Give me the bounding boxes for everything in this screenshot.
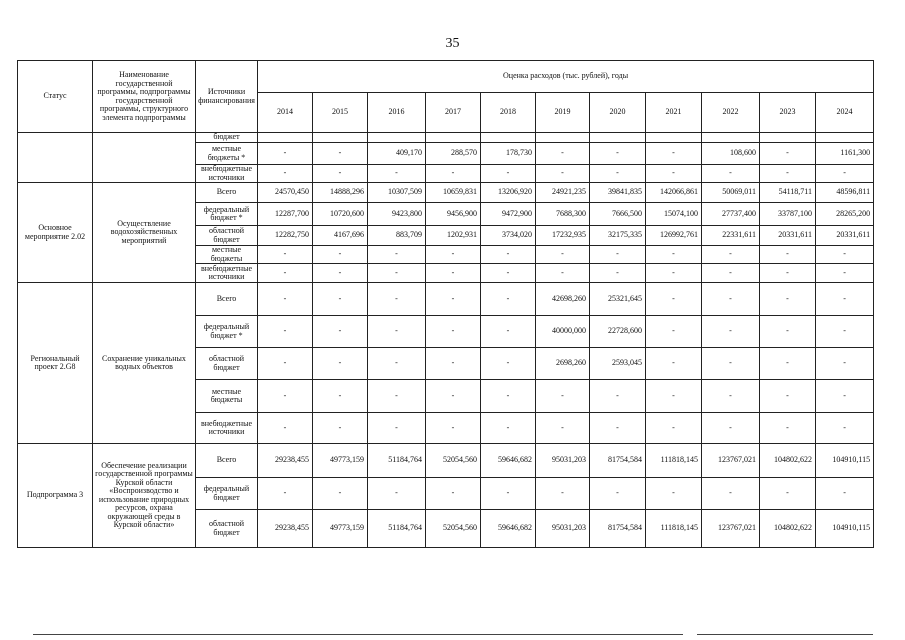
value-cell-2016: -	[368, 348, 426, 380]
value-cell-2017: 1202,931	[426, 226, 481, 246]
value-cell-2014	[258, 133, 313, 143]
source-cell: бюджет	[196, 133, 258, 143]
value-cell-2023: -	[760, 283, 816, 316]
value-cell-2022: -	[702, 165, 760, 183]
value-cell-2018: 13206,920	[481, 183, 536, 203]
value-cell-2023: -	[760, 478, 816, 510]
value-cell-2024: -	[816, 246, 874, 264]
value-cell-2022: 108,600	[702, 143, 760, 165]
source-cell: Всего	[196, 444, 258, 478]
header-year-2024: 2024	[816, 93, 874, 133]
value-cell-2022: -	[702, 348, 760, 380]
value-cell-2024: -	[816, 165, 874, 183]
source-cell: областной бюджет	[196, 510, 258, 548]
name-cell: Осуществление водохозяйственных мероприятий	[93, 183, 196, 283]
value-cell-2023: -	[760, 348, 816, 380]
value-cell-2022: 123767,021	[702, 444, 760, 478]
value-cell-2014: -	[258, 283, 313, 316]
value-cell-2019: 17232,935	[536, 226, 590, 246]
value-cell-2020: 39841,835	[590, 183, 646, 203]
value-cell-2014: 29238,455	[258, 510, 313, 548]
value-cell-2022: 50069,011	[702, 183, 760, 203]
value-cell-2020: 2593,045	[590, 348, 646, 380]
value-cell-2018: 178,730	[481, 143, 536, 165]
value-cell-2018	[481, 133, 536, 143]
budget-table	[17, 60, 874, 548]
value-cell-2022: -	[702, 413, 760, 444]
value-cell-2024: -	[816, 478, 874, 510]
value-cell-2018: -	[481, 264, 536, 283]
value-cell-2014: -	[258, 264, 313, 283]
value-cell-2014: -	[258, 316, 313, 348]
value-cell-2024: 28265,200	[816, 203, 874, 226]
value-cell-2024: 1161,300	[816, 143, 874, 165]
value-cell-2020: 81754,584	[590, 444, 646, 478]
value-cell-2024: -	[816, 348, 874, 380]
value-cell-2019: -	[536, 380, 590, 413]
value-cell-2018: 59646,682	[481, 444, 536, 478]
value-cell-2024: -	[816, 380, 874, 413]
value-cell-2015: 4167,696	[313, 226, 368, 246]
value-cell-2022: -	[702, 246, 760, 264]
header-row-top	[18, 61, 874, 93]
value-cell-2016: 51184,764	[368, 510, 426, 548]
value-cell-2016: 883,709	[368, 226, 426, 246]
value-cell-2014: -	[258, 380, 313, 413]
source-cell: федеральный бюджет	[196, 478, 258, 510]
value-cell-2018: -	[481, 478, 536, 510]
header-year-2014: 2014	[258, 93, 313, 133]
value-cell-2017: 288,570	[426, 143, 481, 165]
source-cell: местные бюджеты *	[196, 143, 258, 165]
table-row	[18, 444, 874, 478]
value-cell-2021: -	[646, 478, 702, 510]
value-cell-2018: -	[481, 316, 536, 348]
value-cell-2014: -	[258, 165, 313, 183]
table-row	[18, 283, 874, 316]
value-cell-2015: -	[313, 348, 368, 380]
value-cell-2015: -	[313, 246, 368, 264]
table-body	[18, 133, 874, 548]
value-cell-2019: 24921,235	[536, 183, 590, 203]
header-year-2019: 2019	[536, 93, 590, 133]
value-cell-2014: -	[258, 143, 313, 165]
value-cell-2017: 52054,560	[426, 510, 481, 548]
value-cell-2023: -	[760, 264, 816, 283]
value-cell-2016: 9423,800	[368, 203, 426, 226]
source-cell: местные бюджеты	[196, 246, 258, 264]
header-status: Статус	[18, 61, 93, 133]
value-cell-2014: -	[258, 413, 313, 444]
value-cell-2015: -	[313, 380, 368, 413]
value-cell-2016: -	[368, 165, 426, 183]
value-cell-2017: -	[426, 348, 481, 380]
value-cell-2021: -	[646, 246, 702, 264]
value-cell-2023: -	[760, 316, 816, 348]
value-cell-2024: 104910,115	[816, 510, 874, 548]
value-cell-2019: 95031,203	[536, 510, 590, 548]
value-cell-2023: -	[760, 165, 816, 183]
value-cell-2023: -	[760, 380, 816, 413]
value-cell-2022: 123767,021	[702, 510, 760, 548]
value-cell-2018: -	[481, 413, 536, 444]
value-cell-2021: -	[646, 264, 702, 283]
value-cell-2022: 22331,611	[702, 226, 760, 246]
value-cell-2017: 9456,900	[426, 203, 481, 226]
value-cell-2020: -	[590, 478, 646, 510]
value-cell-2019: 95031,203	[536, 444, 590, 478]
value-cell-2022: -	[702, 283, 760, 316]
name-cell	[93, 133, 196, 183]
name-cell: Сохранение уникальных водных объектов	[93, 283, 196, 444]
value-cell-2019: 40000,000	[536, 316, 590, 348]
value-cell-2023	[760, 133, 816, 143]
value-cell-2017: -	[426, 264, 481, 283]
source-cell: областной бюджет	[196, 348, 258, 380]
header-sources: Источники финансирования	[196, 61, 258, 133]
value-cell-2020: 7666,500	[590, 203, 646, 226]
value-cell-2019: 7688,300	[536, 203, 590, 226]
bottom-rule	[33, 634, 873, 635]
value-cell-2014: -	[258, 348, 313, 380]
value-cell-2017: -	[426, 380, 481, 413]
value-cell-2019	[536, 133, 590, 143]
source-cell: Всего	[196, 283, 258, 316]
header-year-2016: 2016	[368, 93, 426, 133]
value-cell-2018: -	[481, 380, 536, 413]
status-cell	[18, 133, 93, 183]
value-cell-2018: -	[481, 348, 536, 380]
value-cell-2017: -	[426, 283, 481, 316]
value-cell-2015: -	[313, 283, 368, 316]
value-cell-2018: -	[481, 165, 536, 183]
value-cell-2021: 126992,761	[646, 226, 702, 246]
value-cell-2015: -	[313, 316, 368, 348]
value-cell-2021: 15074,100	[646, 203, 702, 226]
source-cell: федеральный бюджет *	[196, 203, 258, 226]
value-cell-2016: -	[368, 380, 426, 413]
value-cell-2021: -	[646, 143, 702, 165]
value-cell-2017: 10659,831	[426, 183, 481, 203]
value-cell-2018: -	[481, 246, 536, 264]
value-cell-2015	[313, 133, 368, 143]
value-cell-2018: 3734,020	[481, 226, 536, 246]
status-cell: Региональный проект 2.G8	[18, 283, 93, 444]
value-cell-2017: -	[426, 413, 481, 444]
source-cell: областной бюджет	[196, 226, 258, 246]
value-cell-2017: -	[426, 246, 481, 264]
value-cell-2021: 142066,861	[646, 183, 702, 203]
value-cell-2015: 14888,296	[313, 183, 368, 203]
value-cell-2021: -	[646, 380, 702, 413]
value-cell-2017: -	[426, 478, 481, 510]
value-cell-2014: 29238,455	[258, 444, 313, 478]
value-cell-2020: 25321,645	[590, 283, 646, 316]
value-cell-2023: -	[760, 143, 816, 165]
value-cell-2019: -	[536, 165, 590, 183]
page-number: 35	[445, 36, 460, 51]
value-cell-2020: -	[590, 413, 646, 444]
value-cell-2014: 12282,750	[258, 226, 313, 246]
value-cell-2017: -	[426, 165, 481, 183]
value-cell-2021: -	[646, 316, 702, 348]
value-cell-2018: 59646,682	[481, 510, 536, 548]
value-cell-2024: 48596,811	[816, 183, 874, 203]
value-cell-2023: -	[760, 246, 816, 264]
value-cell-2020: -	[590, 165, 646, 183]
value-cell-2020: -	[590, 264, 646, 283]
status-cell: Подпрограмма 3	[18, 444, 93, 548]
value-cell-2017: -	[426, 316, 481, 348]
value-cell-2015: -	[313, 165, 368, 183]
value-cell-2019: -	[536, 264, 590, 283]
value-cell-2020	[590, 133, 646, 143]
value-cell-2020: 22728,600	[590, 316, 646, 348]
value-cell-2016: 409,170	[368, 143, 426, 165]
header-year-2018: 2018	[481, 93, 536, 133]
value-cell-2024: -	[816, 283, 874, 316]
value-cell-2020: -	[590, 246, 646, 264]
value-cell-2015: -	[313, 143, 368, 165]
value-cell-2021: -	[646, 165, 702, 183]
value-cell-2016: 10307,509	[368, 183, 426, 203]
header-year-2020: 2020	[590, 93, 646, 133]
value-cell-2023: 54118,711	[760, 183, 816, 203]
value-cell-2014: -	[258, 246, 313, 264]
value-cell-2022	[702, 133, 760, 143]
value-cell-2015: 49773,159	[313, 444, 368, 478]
name-cell: Обеспечение реализации государственной программы Курской области «Воспроизводство и использование природных ресурсов, охрана окружающей среды в Курской области»	[93, 444, 196, 548]
value-cell-2023: -	[760, 413, 816, 444]
value-cell-2016: -	[368, 264, 426, 283]
value-cell-2021: 111818,145	[646, 510, 702, 548]
value-cell-2023: 104802,622	[760, 444, 816, 478]
value-cell-2014: 24570,450	[258, 183, 313, 203]
source-cell: внебюджетные источники	[196, 165, 258, 183]
value-cell-2014: -	[258, 478, 313, 510]
value-cell-2018: 9472,900	[481, 203, 536, 226]
value-cell-2016: -	[368, 246, 426, 264]
value-cell-2022: -	[702, 264, 760, 283]
value-cell-2021	[646, 133, 702, 143]
value-cell-2019: -	[536, 246, 590, 264]
header-year-2023: 2023	[760, 93, 816, 133]
table-row	[18, 133, 874, 143]
value-cell-2023: 33787,100	[760, 203, 816, 226]
value-cell-2019: -	[536, 143, 590, 165]
value-cell-2024: 104910,115	[816, 444, 874, 478]
value-cell-2016: -	[368, 413, 426, 444]
value-cell-2024: -	[816, 264, 874, 283]
value-cell-2020: -	[590, 380, 646, 413]
value-cell-2016: 51184,764	[368, 444, 426, 478]
value-cell-2024: -	[816, 316, 874, 348]
value-cell-2024	[816, 133, 874, 143]
source-cell: Всего	[196, 183, 258, 203]
value-cell-2020: 32175,335	[590, 226, 646, 246]
value-cell-2023: 20331,611	[760, 226, 816, 246]
status-cell: Основное мероприятие 2.02	[18, 183, 93, 283]
value-cell-2016: -	[368, 283, 426, 316]
value-cell-2016: -	[368, 478, 426, 510]
value-cell-2015: 49773,159	[313, 510, 368, 548]
value-cell-2019: 2698,260	[536, 348, 590, 380]
header-year-2021: 2021	[646, 93, 702, 133]
value-cell-2021: 111818,145	[646, 444, 702, 478]
value-cell-2017: 52054,560	[426, 444, 481, 478]
value-cell-2023: 104802,622	[760, 510, 816, 548]
source-cell: федеральный бюджет *	[196, 316, 258, 348]
value-cell-2017	[426, 133, 481, 143]
value-cell-2022: -	[702, 316, 760, 348]
value-cell-2016	[368, 133, 426, 143]
table-row	[18, 183, 874, 203]
value-cell-2021: -	[646, 348, 702, 380]
value-cell-2022: -	[702, 380, 760, 413]
value-cell-2014: 12287,700	[258, 203, 313, 226]
value-cell-2019: -	[536, 478, 590, 510]
value-cell-2016: -	[368, 316, 426, 348]
value-cell-2015: -	[313, 413, 368, 444]
value-cell-2015: 10720,600	[313, 203, 368, 226]
header-year-2017: 2017	[426, 93, 481, 133]
value-cell-2015: -	[313, 264, 368, 283]
source-cell: внебюджетные источники	[196, 264, 258, 283]
value-cell-2021: -	[646, 283, 702, 316]
value-cell-2022: -	[702, 478, 760, 510]
value-cell-2015: -	[313, 478, 368, 510]
header-year-2022: 2022	[702, 93, 760, 133]
value-cell-2019: -	[536, 413, 590, 444]
value-cell-2020: 81754,584	[590, 510, 646, 548]
value-cell-2024: -	[816, 413, 874, 444]
value-cell-2021: -	[646, 413, 702, 444]
value-cell-2020: -	[590, 143, 646, 165]
value-cell-2018: -	[481, 283, 536, 316]
value-cell-2019: 42698,260	[536, 283, 590, 316]
header-estimate: Оценка расходов (тыс. рублей), годы	[258, 61, 874, 93]
source-cell: местные бюджеты	[196, 380, 258, 413]
value-cell-2024: 20331,611	[816, 226, 874, 246]
source-cell: внебюджетные источники	[196, 413, 258, 444]
header-name: Наименование государственной программы, подпрограммы государственной программы, структурного элемента подпрограммы	[93, 61, 196, 133]
header-year-2015: 2015	[313, 93, 368, 133]
value-cell-2022: 27737,400	[702, 203, 760, 226]
